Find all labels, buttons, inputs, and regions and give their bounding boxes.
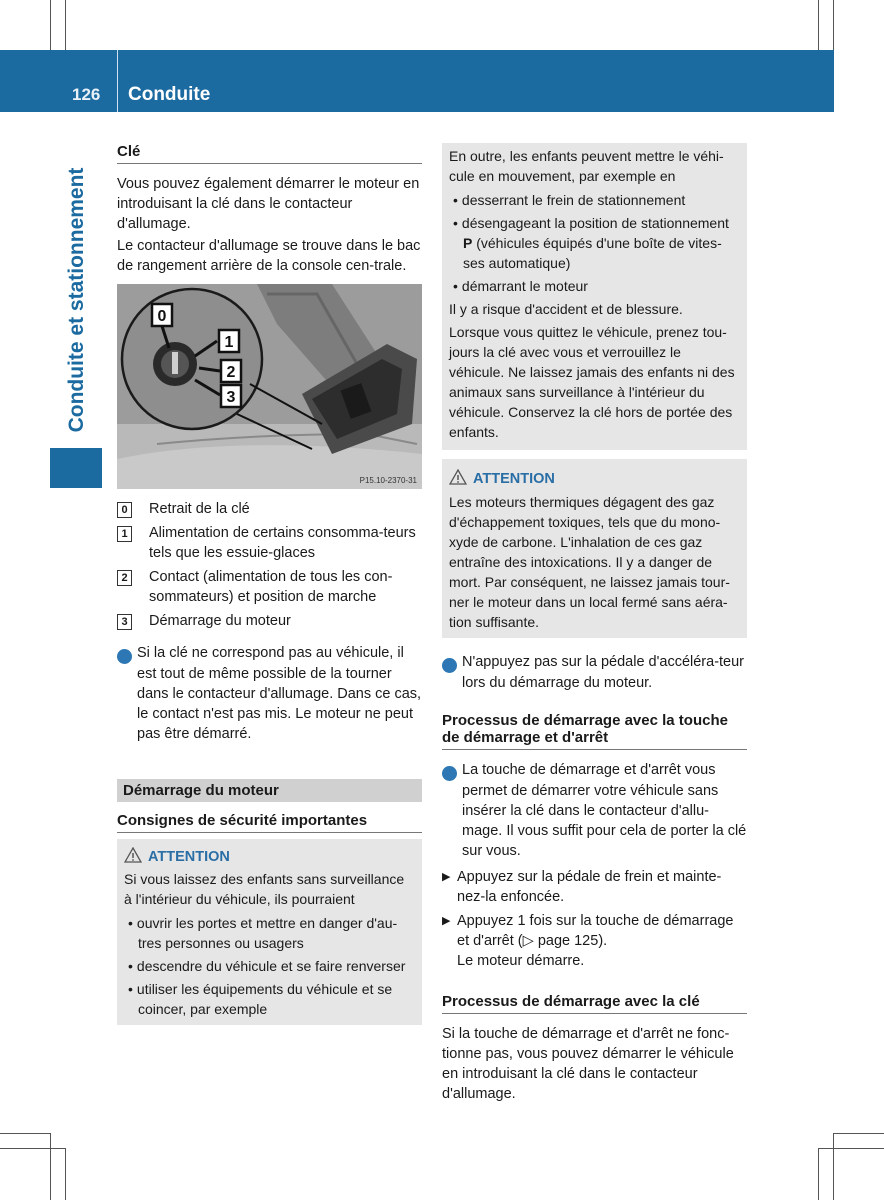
warning-box — [117, 839, 422, 1025]
legend-key: 2 — [117, 570, 132, 586]
ignition-illustration — [117, 284, 422, 489]
right-column — [437, 143, 747, 1104]
info-text: Si la clé ne correspond pas au véhicule, il est tout de même possible de la tourner dans le contacteur d'allumage. Dans ce cas, le contact n'est pas mis. Le moteur ne peut pas être démarré. — [137, 645, 422, 742]
chapter-title: Conduite — [128, 84, 211, 105]
warning-intro: Si vous laissez des enfants sans surveillance à l'intérieur du véhicule, ils pourraient — [124, 871, 405, 907]
legend-key: 0 — [117, 502, 132, 518]
info-text: N'appuyez pas sur la pédale d'accéléra-teur lors du démarrage du moteur. — [462, 654, 745, 691]
crop-mark — [818, 1148, 819, 1200]
photo-marker-3: 3 — [226, 389, 236, 406]
ignition-photo — [117, 284, 422, 489]
crop-mark — [833, 1133, 834, 1200]
header-bar — [0, 50, 834, 112]
paragraph: En outre, les enfants peuvent mettre le véhi-cule en mouvement, par exemple en — [449, 148, 724, 184]
warning-box-2 — [442, 459, 747, 638]
crop-mark — [50, 0, 51, 50]
bullet-item: • desserrant le frein de stationnement — [449, 190, 740, 210]
paragraph: Vous pouvez également démarrer le moteur en introduisant la clé dans le contacteur d'allumage. — [117, 176, 420, 232]
side-tab-marker — [50, 448, 102, 488]
crop-mark — [65, 0, 66, 50]
crop-mark — [833, 0, 834, 50]
step-text: Appuyez 1 fois sur la touche de démarrage et d'arrêt ( — [457, 913, 734, 949]
header-divider — [117, 50, 118, 112]
paragraph: Le contacteur d'allumage se trouve dans le bac de rangement arrière de la console cen-trale. — [117, 238, 421, 274]
crop-mark — [0, 1133, 50, 1134]
warning-title-text: ATTENTION — [148, 849, 230, 865]
page-number: 126 — [72, 85, 101, 104]
legend-text: Démarrage du moteur — [149, 613, 291, 629]
keyless-heading: Processus de démarrage avec la touche de démarrage et d'arrêt — [442, 712, 747, 750]
legend-item — [117, 523, 422, 563]
crop-mark — [65, 1148, 66, 1200]
legend-item — [117, 499, 422, 519]
warning-bullet: • ouvrir les portes et mettre en danger d'au-tres personnes ou usagers — [124, 913, 415, 953]
warning-text: Les moteurs thermiques dégagent des gaz d'échappement toxiques, tels que du mono-xyde de carbone. L'inhalation de ces gaz entraîne des intoxications. Il y a danger de mort. Par conséquent, ne laissez jamais tour-ner le moteur dans un local fermé sans aéra-tion suffisante. — [449, 494, 730, 630]
info-icon: i — [442, 766, 457, 781]
photo-code: P15.10-2370-31 — [359, 476, 417, 485]
gear-position-p: P — [463, 235, 473, 251]
warning-bullet: • utiliser les équipements du véhicule et se coincer, par exemple — [124, 979, 415, 1019]
info-icon: i — [442, 658, 457, 673]
info-note — [437, 652, 747, 693]
side-tab-label: Conduite et stationnement — [65, 167, 88, 433]
info-text: La touche de démarrage et d'arrêt vous permet de démarrer votre véhicule sans insérer la clé dans le contacteur d'allu-mage. Il vous suffit pour cela de porter la clé sur vous. — [462, 762, 747, 859]
step-arrow-icon: ▶ — [442, 871, 451, 883]
photo-marker-2: 2 — [226, 364, 236, 381]
info-note — [437, 760, 747, 861]
bullet-text: désengageant la position de stationnement — [461, 215, 729, 231]
key-start-heading: Processus de démarrage avec la clé — [442, 993, 747, 1014]
step-text: ). — [598, 933, 608, 949]
legend-list — [117, 499, 422, 631]
warning-title-text: ATTENTION — [473, 471, 555, 487]
photo-marker-0: 0 — [157, 308, 167, 325]
legend-item — [117, 611, 422, 631]
crop-mark — [50, 1133, 51, 1200]
paragraph: Si la touche de démarrage et d'arrêt ne fonc-tionne pas, vous pouvez démarrer le véhicule en introduisant la clé dans le contacteur d'allumage. — [442, 1026, 734, 1102]
legend-text: Contact (alimentation de tous les con-sommateurs) et position de marche — [149, 569, 393, 605]
instruction-step — [442, 911, 747, 971]
crop-mark — [833, 1133, 884, 1134]
warning-bullet: • descendre du véhicule et se faire renverser — [124, 956, 415, 976]
info-icon: i — [117, 649, 132, 664]
crop-mark — [0, 1148, 66, 1149]
warning-title — [124, 847, 415, 865]
photo-marker-1: 1 — [224, 334, 234, 351]
warning-icon — [449, 469, 467, 485]
bullet-text: (véhicules équipés d'une boîte de vites-ses automatique) — [463, 235, 722, 271]
legend-key: 1 — [117, 526, 132, 542]
step-result: Le moteur démarre. — [457, 953, 585, 969]
legend-key: 3 — [117, 614, 132, 630]
instruction-step — [442, 867, 747, 907]
legend-text: Alimentation de certains consomma-teurs tels que les essuie-glaces — [149, 525, 416, 561]
legend-item — [117, 567, 422, 607]
info-note — [112, 643, 422, 744]
bullet-item — [449, 213, 740, 273]
left-column — [112, 143, 422, 1025]
step-text: Appuyez sur la pédale de frein et mainte-nez-la enfoncée. — [457, 869, 722, 905]
legend-text: Retrait de la clé — [149, 501, 250, 517]
step-arrow-icon: ▶ — [442, 915, 451, 927]
paragraph: Lorsque vous quittez le véhicule, prenez tou-jours la clé avec vous et verrouillez le véhicule. Ne laissez jamais des enfants ni des animaux sans surveillance à l'intérieur du véhicule. Conservez la clé hors de portée des enfants. — [449, 324, 735, 440]
warning-icon — [124, 847, 142, 863]
warning-title — [449, 469, 740, 487]
safety-heading: Consignes de sécurité importantes — [117, 812, 422, 833]
section-heading-cle: Clé — [117, 143, 422, 164]
bullet-item: • démarrant le moteur — [449, 276, 740, 296]
section-band: Démarrage du moteur — [117, 779, 422, 802]
page-reference-link[interactable]: ▷ page 125 — [522, 933, 599, 949]
warning-continued-box — [442, 143, 747, 450]
crop-mark — [818, 1148, 884, 1149]
crop-mark — [818, 0, 819, 50]
paragraph: Il y a risque d'accident et de blessure. — [449, 301, 683, 317]
